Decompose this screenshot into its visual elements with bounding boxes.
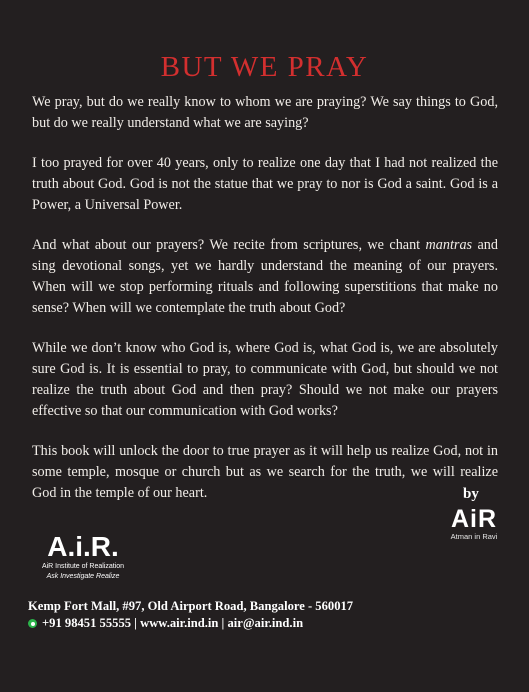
contact-line — [28, 615, 353, 632]
paragraph-4: While we don’t know who God is, where God is, what God is, we are absolutely sure God is. It is essential to pray, to communicate with God, but should we not realize the truth about God and then pray? Should we not make our prayers effective so that our communication with God works? — [32, 340, 498, 419]
byline-by: by — [463, 486, 479, 502]
author-logo — [444, 506, 504, 542]
institute-name: AiR Institute of Realization — [41, 563, 125, 570]
paragraph-3-end: and sing devotional songs, yet we hardly understand the meaning of our prayers. When will we stop performing rituals and following superstitions that make no sense? When will we contemplate the truth about God? — [32, 237, 498, 316]
paragraph-5: This book will unlock the door to true prayer as it will help us realize God, not in some temple, mosque or church but as we search for the truth, we will realize God in the temple of our heart. — [32, 443, 498, 501]
paragraph-3-start: And what about our prayers? We recite from scriptures, we chant — [32, 237, 426, 253]
institute-logo — [28, 532, 138, 582]
phone-web-email: +91 98451 55555 | www.air.ind.in | air@air.ind.in — [42, 616, 304, 630]
paragraph-1: We pray, but do we really know to whom we are praying? We say things to God, but do we really understand what we are saying? — [32, 94, 498, 131]
institute-tagline: Ask Investigate Realize — [46, 573, 120, 580]
blurb — [32, 92, 498, 523]
paragraph-2: I too prayed for over 40 years, only to realize one day that I had not realized the truth about God. God is not the statue that we pray to nor is God a saint. God is a Power, a Universal Power. — [32, 155, 498, 213]
page-title: BUT WE PRAY — [160, 51, 369, 83]
address: Kemp Fort Mall, #97, Old Airport Road, Bangalore - 560017 — [28, 599, 354, 613]
author-logo-mark: AiR — [450, 505, 498, 533]
paragraph-3-emphasis: mantras — [425, 237, 473, 253]
author-logo-subtitle: Atman in Ravi — [450, 532, 498, 541]
contact-block — [28, 598, 353, 632]
whatsapp-icon — [28, 619, 37, 628]
institute-logo-mark: A.i.R. — [47, 531, 119, 562]
paragraph-3 — [32, 235, 498, 319]
